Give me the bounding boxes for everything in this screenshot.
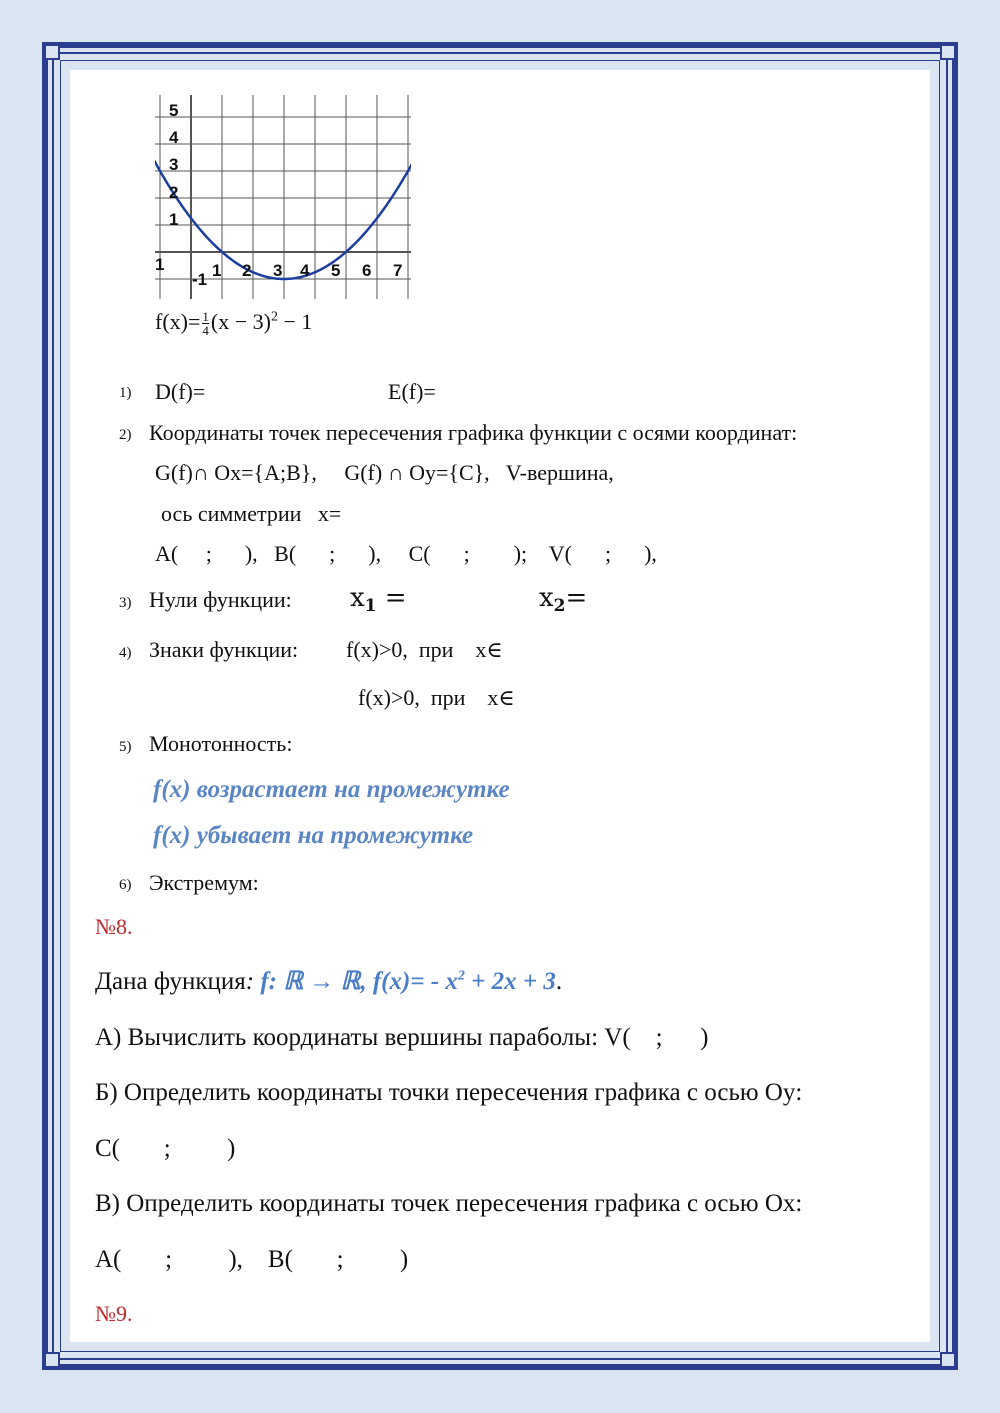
axis-left-label: 1 — [155, 255, 165, 274]
zero-x1: x1 = — [350, 583, 407, 616]
task-title: Координаты точек пересечения графика функции с осями координат: — [149, 420, 798, 445]
point-c: C( ; ) — [95, 1135, 236, 1162]
x-tick-label: 4 — [300, 261, 310, 280]
task-title: Нули функции: — [149, 587, 292, 612]
task-title: Монотонность: — [149, 731, 293, 756]
formula-suffix: − 1 — [277, 309, 313, 334]
task-number: 2) — [119, 427, 132, 443]
y-tick-label: 3 — [169, 155, 179, 174]
oy-intersection-task: Б) Определить координаты точки пересечения графика с осью Oy: — [95, 1079, 803, 1106]
vertex-task: А) Вычислить координаты вершины параболы: V( ; ) — [95, 1024, 709, 1051]
increasing-interval: f(x) возрастает на промежутке — [153, 776, 510, 803]
range-label: E(f)= — [388, 379, 436, 404]
corner-ornament-tl — [44, 44, 60, 60]
x-tick-label: 7 — [393, 261, 403, 280]
points-line: A( ; ), B( ; ), C( ; ); V( ; ), — [155, 541, 657, 566]
task-number: 1) — [119, 385, 132, 401]
x-tick-label: 3 — [273, 261, 283, 280]
corner-ornament-tr — [940, 44, 956, 60]
x-tick-label: 2 — [242, 261, 252, 280]
x-tick-label: 5 — [331, 261, 341, 280]
corner-ornament-br — [940, 1352, 956, 1368]
problem-number: №8. — [95, 914, 133, 939]
corner-ornament-bl — [44, 1352, 60, 1368]
y-tick-label: 5 — [169, 101, 179, 120]
sign-condition-1: f(x)>0, при x∈ — [346, 637, 503, 662]
ox-intersection-task: В) Определить координаты точек пересечения графика с осью Ox: — [95, 1190, 803, 1217]
zero-x2: x2= — [539, 583, 588, 616]
task-number: 5) — [119, 739, 132, 755]
symmetry-axis-line: ось симметрии x= — [161, 501, 342, 526]
task-number: 6) — [119, 877, 132, 893]
fraction — [202, 310, 209, 337]
neg-tick-label: -1 — [192, 270, 208, 289]
intersections-line: G(f)∩ Ox={A;B}, G(f) ∩ Oy={C}, V-вершина, — [155, 460, 614, 485]
formula-prefix: f(x)= — [155, 309, 201, 334]
domain-label: D(f)= — [155, 379, 206, 404]
y-tick-label: 1 — [169, 210, 179, 229]
given-function: Дана функция: f: ℝ → ℝ, $f(x)= - x^2 + 2x + 3$. — [95, 968, 563, 995]
task-title: Знаки функции: — [149, 637, 299, 662]
task-number: 4) — [119, 645, 132, 661]
points-a-b: A( ; ), B( ; ) — [95, 1246, 409, 1273]
y-tick-label: 4 — [169, 128, 179, 147]
task-number: 3) — [119, 595, 132, 611]
fraction-denominator: 4 — [202, 323, 209, 339]
fraction-numerator: 1 — [202, 309, 209, 325]
problem-number: №9. — [95, 1301, 133, 1326]
function-formula — [155, 309, 312, 337]
formula-exponent: 2 — [270, 309, 278, 325]
x-tick-label: 6 — [362, 261, 372, 280]
formula-body: (x − 3) — [210, 309, 271, 334]
decreasing-interval: f(x) убывает на промежутке — [153, 822, 474, 849]
task-title: Экстремум: — [149, 870, 259, 895]
y-tick-label: 2 — [169, 183, 179, 202]
function-definition: f: ℝ → ℝ, $f(x)= - x^2 + 2x + 3$ — [260, 968, 556, 995]
parabola-graph — [155, 95, 411, 299]
sign-condition-2: f(x)>0, при x∈ — [358, 685, 515, 710]
x-tick-label: 1 — [212, 261, 222, 280]
